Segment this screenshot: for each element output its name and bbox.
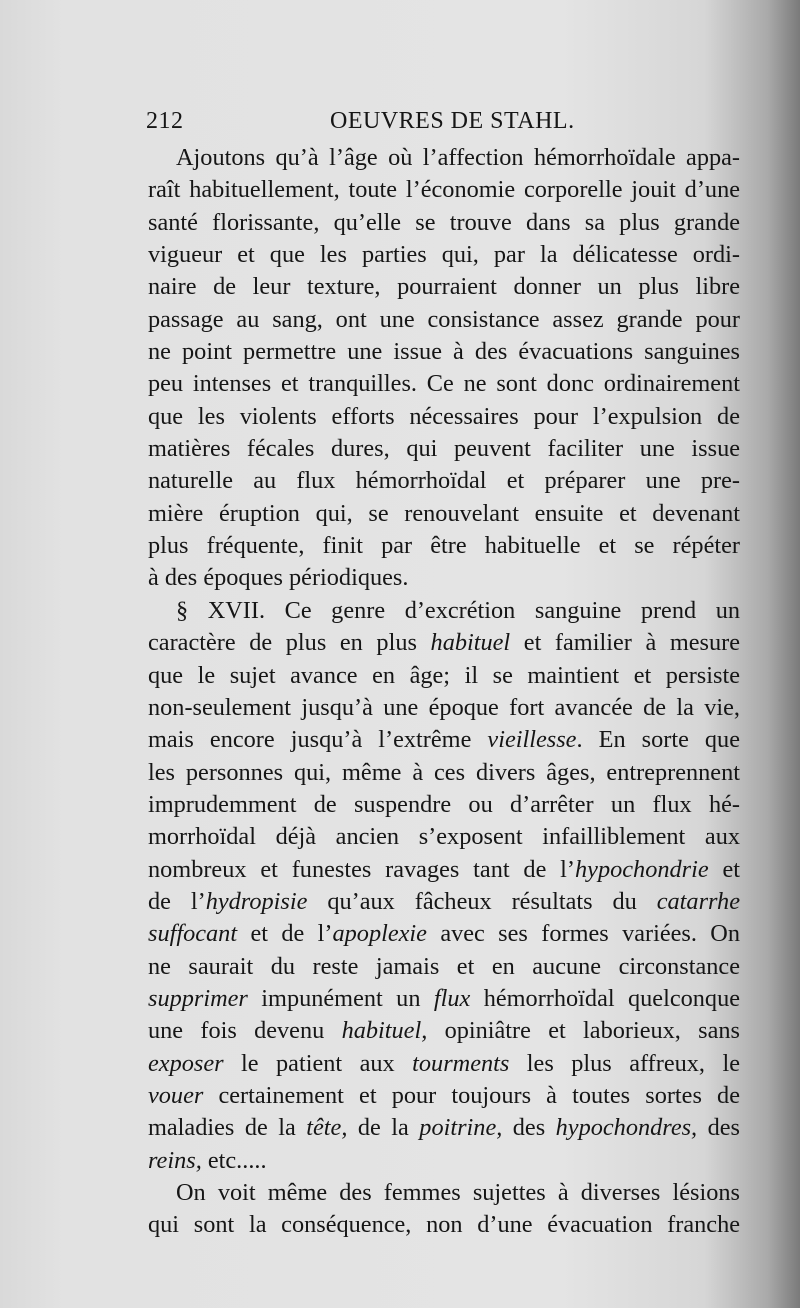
- text-line: [148, 1048, 740, 1080]
- text-segment: hémorrhoïdal quelconque: [470, 984, 740, 1012]
- text-line: [148, 401, 740, 433]
- text-line: [148, 1015, 740, 1047]
- text-segment: qu’aux fâcheux résultats du: [307, 887, 657, 915]
- italic-text: vouer: [148, 1081, 204, 1109]
- italic-text: catarrhe: [656, 887, 740, 915]
- text-line: [148, 1145, 740, 1177]
- text-segment: ne saurait du reste jamais et en aucune circonstance: [148, 952, 740, 980]
- text-line: [148, 1112, 740, 1144]
- italic-text: tourments: [412, 1049, 510, 1077]
- text-line: [148, 304, 740, 336]
- text-line: [148, 142, 740, 174]
- text-line: [148, 595, 740, 627]
- text-segment: certainement et pour toujours à toutes sortes de: [203, 1081, 740, 1109]
- text-segment: plus fréquente, finit par être habituelle et se répéter: [148, 532, 740, 560]
- text-line: [148, 660, 740, 692]
- text-line: [148, 207, 740, 239]
- text-segment: raît habituellement, toute l’économie corporelle jouit d’une: [148, 176, 740, 204]
- text-segment: . En sorte que: [576, 726, 740, 754]
- running-title: OEUVRES DE STAHL.: [330, 108, 575, 134]
- text-line: [148, 692, 740, 724]
- italic-text: flux: [433, 984, 471, 1012]
- italic-text: vieillesse: [487, 726, 577, 754]
- text-line: [148, 724, 740, 756]
- text-line: [148, 821, 740, 853]
- text-line: [148, 789, 740, 821]
- text-line: [148, 239, 740, 271]
- text-segment: naire de leur texture, pourraient donner un plus libre: [148, 273, 740, 301]
- text-line: [148, 1080, 740, 1112]
- text-segment: maladies de la: [148, 1114, 307, 1142]
- text-segment: naturelle au flux hémorrhoïdal et préparer une pre-: [148, 467, 740, 495]
- text-line: [148, 1177, 740, 1209]
- text-segment: § XVII. Ce genre d’excrétion sanguine prend un: [176, 596, 740, 624]
- text-segment: qui sont la conséquence, non d’une évacuation franche: [148, 1211, 740, 1239]
- italic-text: reins,: [148, 1146, 202, 1174]
- italic-text: suffocant: [148, 920, 238, 948]
- text-line: [148, 530, 740, 562]
- text-line: [148, 1209, 740, 1241]
- text-segment: de l’: [148, 887, 206, 915]
- italic-text: apoplexie: [332, 920, 427, 948]
- italic-text: hypochondres,: [555, 1114, 698, 1142]
- text-segment: ne point permettre une issue à des évacuations sanguines: [148, 338, 740, 366]
- text-segment: imprudemment de suspendre ou d’arrêter un flux hé-: [148, 790, 740, 818]
- text-line: [148, 271, 740, 303]
- italic-text: habituel,: [341, 1017, 428, 1045]
- text-line: [148, 951, 740, 983]
- text-segment: que le sujet avance en âge; il se maintient et persiste: [148, 661, 740, 689]
- text-segment: et familier à mesure: [510, 629, 740, 657]
- text-segment: des: [697, 1114, 741, 1142]
- text-segment: une fois devenu: [148, 1017, 342, 1045]
- text-segment: impunément un: [247, 984, 434, 1012]
- text-segment: que les violents efforts nécessaires pour l’expulsion de: [148, 402, 740, 430]
- page-number: 212: [146, 108, 184, 134]
- italic-text: hydropisie: [205, 887, 308, 915]
- text-segment: santé florissante, qu’elle se trouve dans sa plus grande: [148, 208, 740, 236]
- text-segment: avec ses formes variées. On: [426, 920, 740, 948]
- text-line: [148, 174, 740, 206]
- italic-text: supprimer: [148, 984, 248, 1012]
- text-segment: le patient aux: [223, 1049, 413, 1077]
- text-segment: vigueur et que les parties qui, par la délicatesse ordi-: [148, 241, 740, 269]
- italic-text: hypochondrie: [575, 855, 709, 883]
- text-line: [148, 757, 740, 789]
- text-segment: et de l’: [237, 920, 333, 948]
- text-line: [148, 498, 740, 530]
- text-segment: mais encore jusqu’à l’extrême: [148, 726, 488, 754]
- text-segment: morrhoïdal déjà ancien s’exposent infailliblement aux: [148, 823, 740, 851]
- text-line: [148, 983, 740, 1015]
- text-line: [148, 854, 740, 886]
- text-segment: opiniâtre et laborieux, sans: [427, 1017, 740, 1045]
- text-line: [148, 368, 740, 400]
- text-segment: à des époques périodiques.: [148, 564, 409, 592]
- text-line: [148, 627, 740, 659]
- text-line: [148, 886, 740, 918]
- text-line: [148, 918, 740, 950]
- italic-text: habituel: [430, 629, 511, 657]
- text-segment: Ajoutons qu’à l’âge où l’affection hémorrhoïdale appa-: [176, 144, 740, 171]
- text-segment: matières fécales dures, qui peuvent faciliter une issue: [148, 435, 740, 463]
- text-segment: mière éruption qui, se renouvelant ensuite et devenant: [148, 499, 740, 527]
- text-segment: etc.....: [201, 1146, 267, 1174]
- text-segment: On voit même des femmes sujettes à diverses lésions: [176, 1179, 740, 1206]
- text-line: [148, 336, 740, 368]
- italic-text: tête,: [306, 1114, 348, 1142]
- text-segment: nombreux et funestes ravages tant de l’: [148, 855, 576, 883]
- text-line: [148, 433, 740, 465]
- italic-text: poitrine,: [419, 1114, 503, 1142]
- page-header: [146, 108, 742, 144]
- text-segment: les personnes qui, même à ces divers âges, entreprennent: [148, 758, 740, 786]
- text-segment: peu intenses et tranquilles. Ce ne sont donc ordinairement: [148, 370, 740, 398]
- text-segment: caractère de plus en plus: [148, 629, 431, 657]
- text-line: [148, 465, 740, 497]
- text-segment: les plus affreux, le: [509, 1049, 740, 1077]
- text-line: [148, 562, 740, 594]
- body-text: [148, 142, 740, 1242]
- text-segment: et: [708, 855, 740, 883]
- italic-text: exposer: [148, 1049, 224, 1077]
- text-segment: non-seulement jusqu’à une époque fort avancée de la vie,: [148, 693, 740, 721]
- text-segment: de la: [347, 1114, 420, 1142]
- text-segment: passage au sang, ont une consistance assez grande pour: [148, 305, 740, 333]
- text-segment: des: [502, 1114, 556, 1142]
